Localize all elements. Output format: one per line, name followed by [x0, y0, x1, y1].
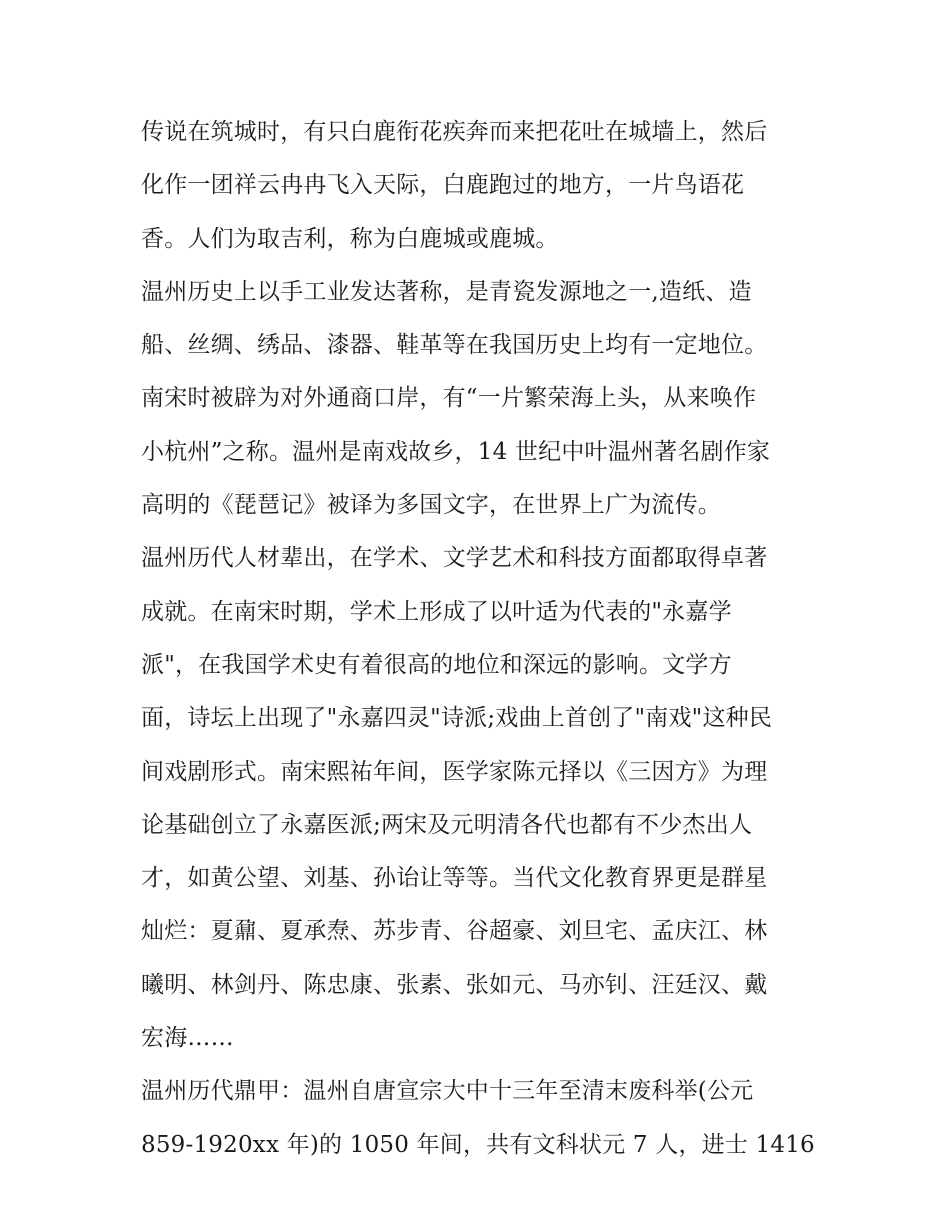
text-line: 灿烂：夏鼐、夏承焘、苏步青、谷超豪、刘旦宅、孟庆江、林 [141, 918, 768, 945]
text-line: 南宋时被辟为对外通商口岸，有“一片繁荣海上头，从来唤作 [141, 385, 757, 412]
paragraph-scholars [141, 1065, 821, 1172]
text-line: 论基础创立了永嘉医派;两宋及元明清各代也都有不少杰出人 [141, 811, 753, 838]
text-line: 温州历代人材辈出，在学术、文学艺术和科技方面都取得卓著 [141, 545, 768, 572]
document-body [141, 106, 821, 1172]
text-line: 宏海…… [141, 1025, 234, 1052]
text-line: 温州历史上以手工业发达著称，是青瓷发源地之一,造纸、造 [141, 278, 752, 305]
text-line: 化作一团祥云冉冉飞入天际，白鹿跑过的地方，一片鸟语花 [141, 172, 745, 199]
text-line: 才，如黄公望、刘基、孙诒让等等。当代文化教育界更是群星 [141, 865, 768, 892]
paragraph-talents [141, 532, 821, 1065]
text-line: 香。人们为取吉利，称为白鹿城或鹿城。 [141, 225, 559, 252]
text-line: 高明的《琵琶记》被译为多国文字，在世界上广为流传。 [141, 492, 721, 519]
text-line: 派"，在我国学术史有着很高的地位和深远的影响。文学方 [141, 651, 732, 678]
text-line: 船、丝绸、绣品、漆器、鞋革等在我国历史上均有一定地位。 [141, 332, 768, 359]
text-line: 859-1920xx 年)的 1050 年间，共有文科状元 7 人，进士 1416 [141, 1131, 815, 1158]
text-line: 传说在筑城时，有只白鹿衔花疾奔而来把花吐在城墙上，然后 [141, 119, 768, 145]
text-line: 面，诗坛上出现了"永嘉四灵"诗派;戏曲上首创了"南戏"这种民 [141, 705, 773, 732]
text-line: 温州历代鼎甲：温州自唐宣宗大中十三年至清末废科举(公元 [141, 1078, 754, 1105]
paragraph-legend [141, 106, 821, 266]
text-line: 曦明、林剑丹、陈忠康、张素、张如元、马亦钊、汪廷汉、戴 [141, 971, 768, 998]
text-line: 小杭州”之称。温州是南戏故乡，14 世纪中叶温州著名剧作家 [141, 438, 771, 465]
paragraph-history [141, 266, 821, 532]
text-line: 成就。在南宋时期，学术上形成了以叶适为代表的"永嘉学 [141, 598, 732, 625]
text-line: 间戏剧形式。南宋熙祐年间，医学家陈元择以《三因方》为理 [141, 758, 768, 785]
